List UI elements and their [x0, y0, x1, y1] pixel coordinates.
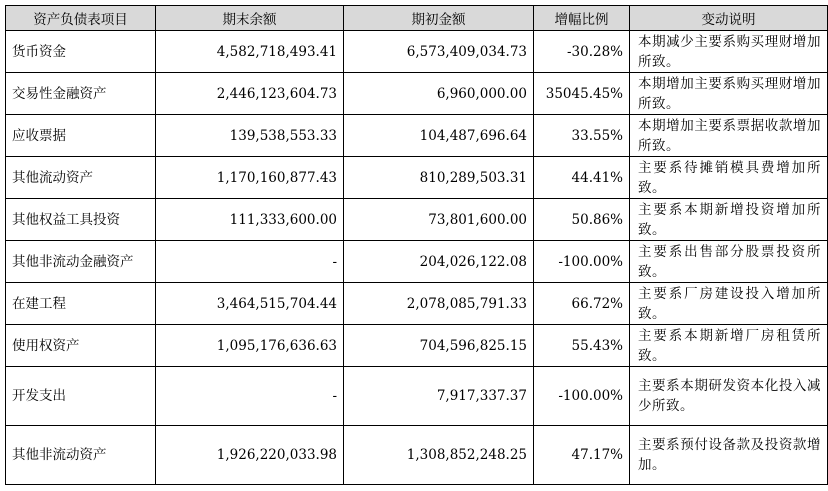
explanation-cell: 主要系待摊销模具费增加所致。 [630, 157, 828, 199]
change-ratio-cell: -100.00% [534, 367, 630, 426]
header-item: 资产负债表项目 [6, 6, 156, 31]
change-ratio-cell: 33.55% [534, 115, 630, 157]
item-cell: 货币资金 [6, 31, 156, 73]
change-ratio-cell: -100.00% [534, 241, 630, 283]
table-row [6, 426, 828, 485]
explanation-cell: 主要系预付设备款及投资款增加。 [630, 426, 828, 485]
ending-balance-cell: 1,170,160,877.43 [156, 157, 344, 199]
item-cell: 其他非流动金融资产 [6, 241, 156, 283]
table-row [6, 325, 828, 367]
item-cell: 开发支出 [6, 367, 156, 426]
explanation-cell: 主要系本期新增投资增加所致。 [630, 199, 828, 241]
beginning-amount-cell: 6,960,000.00 [344, 73, 534, 115]
ending-balance-cell: - [156, 241, 344, 283]
item-cell: 应收票据 [6, 115, 156, 157]
beginning-amount-cell: 6,573,409,034.73 [344, 31, 534, 73]
beginning-amount-cell: 2,078,085,791.33 [344, 283, 534, 325]
beginning-amount-cell: 810,289,503.31 [344, 157, 534, 199]
ending-balance-cell: 111,333,600.00 [156, 199, 344, 241]
ending-balance-cell: 1,095,176,636.63 [156, 325, 344, 367]
ending-balance-cell: - [156, 367, 344, 426]
table-row [6, 157, 828, 199]
ending-balance-cell: 2,446,123,604.73 [156, 73, 344, 115]
explanation-cell: 本期增加主要系票据收款增加所致。 [630, 115, 828, 157]
item-cell: 使用权资产 [6, 325, 156, 367]
ending-balance-cell: 3,464,515,704.44 [156, 283, 344, 325]
header-change-explanation: 变动说明 [630, 6, 828, 31]
beginning-amount-cell: 73,801,600.00 [344, 199, 534, 241]
balance-sheet-changes [5, 5, 828, 485]
change-ratio-cell: 47.17% [534, 426, 630, 485]
explanation-cell: 主要系厂房建设投入增加所致。 [630, 283, 828, 325]
explanation-cell: 本期减少主要系购买理财增加所致。 [630, 31, 828, 73]
item-cell: 其他流动资产 [6, 157, 156, 199]
beginning-amount-cell: 1,308,852,248.25 [344, 426, 534, 485]
beginning-amount-cell: 704,596,825.15 [344, 325, 534, 367]
table-row [6, 241, 828, 283]
beginning-amount-cell: 204,026,122.08 [344, 241, 534, 283]
table-row [6, 367, 828, 426]
explanation-cell: 本期增加主要系购买理财增加所致。 [630, 73, 828, 115]
table-row [6, 73, 828, 115]
header-beginning-amount: 期初金额 [344, 6, 534, 31]
header-change-ratio: 增幅比例 [534, 6, 630, 31]
explanation-cell: 主要系本期新增厂房租赁所致。 [630, 325, 828, 367]
change-ratio-cell: 55.43% [534, 325, 630, 367]
change-ratio-cell: 50.86% [534, 199, 630, 241]
change-ratio-cell: 66.72% [534, 283, 630, 325]
change-ratio-cell: 44.41% [534, 157, 630, 199]
item-cell: 其他权益工具投资 [6, 199, 156, 241]
ending-balance-cell: 1,926,220,033.98 [156, 426, 344, 485]
table-row [6, 283, 828, 325]
change-ratio-cell: 35045.45% [534, 73, 630, 115]
table-row [6, 199, 828, 241]
explanation-cell: 主要系本期研发资本化投入减少所致。 [630, 367, 828, 426]
ending-balance-cell: 139,538,553.33 [156, 115, 344, 157]
table-row [6, 115, 828, 157]
beginning-amount-cell: 7,917,337.37 [344, 367, 534, 426]
balance-sheet-table [5, 5, 828, 485]
header-row [6, 6, 828, 31]
item-cell: 其他非流动资产 [6, 426, 156, 485]
header-ending-balance: 期末余额 [156, 6, 344, 31]
explanation-cell: 主要系出售部分股票投资所致。 [630, 241, 828, 283]
beginning-amount-cell: 104,487,696.64 [344, 115, 534, 157]
change-ratio-cell: -30.28% [534, 31, 630, 73]
item-cell: 在建工程 [6, 283, 156, 325]
table-row [6, 31, 828, 73]
ending-balance-cell: 4,582,718,493.41 [156, 31, 344, 73]
item-cell: 交易性金融资产 [6, 73, 156, 115]
